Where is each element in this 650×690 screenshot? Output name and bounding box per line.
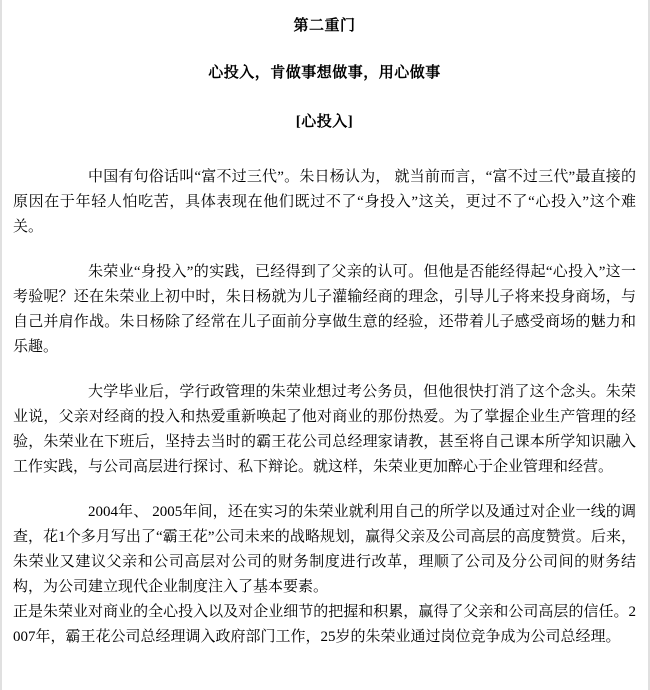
paragraph: 大学毕业后，学行政管理的朱荣业想过考公务员，但他很快打消了这个念头。朱荣业说，父亲对经商的投入和热爱重新唤起了他对商业的那份热爱。为了掌握企业生产管理的经验，朱荣业在下班后，坚持去当时的霸王花公司总经理家请教，甚至将自己课本所学知识融入工作实践，与公司高层进行探讨、私下辩论。就这样，朱荣业更加醉心于企业管理和经营。	[13, 384, 636, 475]
body-text	[13, 165, 636, 650]
paragraph: 正是朱荣业对商业的全心投入以及对企业细节的把握和积累，赢得了父亲和公司高层的信任。2007年，霸王花公司总经理调入政府部门工作，25岁的朱荣业通过岗位竞争成为公司总经理。	[13, 604, 636, 645]
chapter-subtitle: 心投入，肯做事想做事，用心做事	[208, 65, 441, 81]
chapter-title: 第二重门	[293, 18, 356, 34]
page-content	[2, 0, 648, 650]
paragraph: 中国有句俗话叫“富不过三代”。朱日杨认为， 就当前而言，“富不过三代”最直接的原因在于年轻人怕吃苦，具体表现在他们既过不了“身投入”这关，更过不了“心投入”这个难关。	[13, 169, 636, 235]
paragraph: 2004年、 2005年间，还在实习的朱荣业就利用自己的所学以及通过对企业一线的调查，花1个多月写出了“霸王花”公司未来的战略规划，赢得父亲及公司高层的高度赞赏。后来，朱荣业又建议父亲和公司高层对公司的财务制度进行改革，理顺了公司及分公司间的财务结构，为公司建立现代企业制度注入了基本要素。	[13, 504, 636, 595]
section-heading: [心投入]	[295, 114, 354, 130]
paragraph: 朱荣业“身投入”的实践，已经得到了父亲的认可。但他是否能经得起“心投入”这一考验呢？还在朱荣业上初中时，朱日杨就为儿子灌输经商的理念，引导儿子将来投身商场，与自己并肩作战。朱日杨除了经常在儿子面前分享做生意的经验，还带着儿子感受商场的魅力和乐趣。	[13, 264, 636, 355]
